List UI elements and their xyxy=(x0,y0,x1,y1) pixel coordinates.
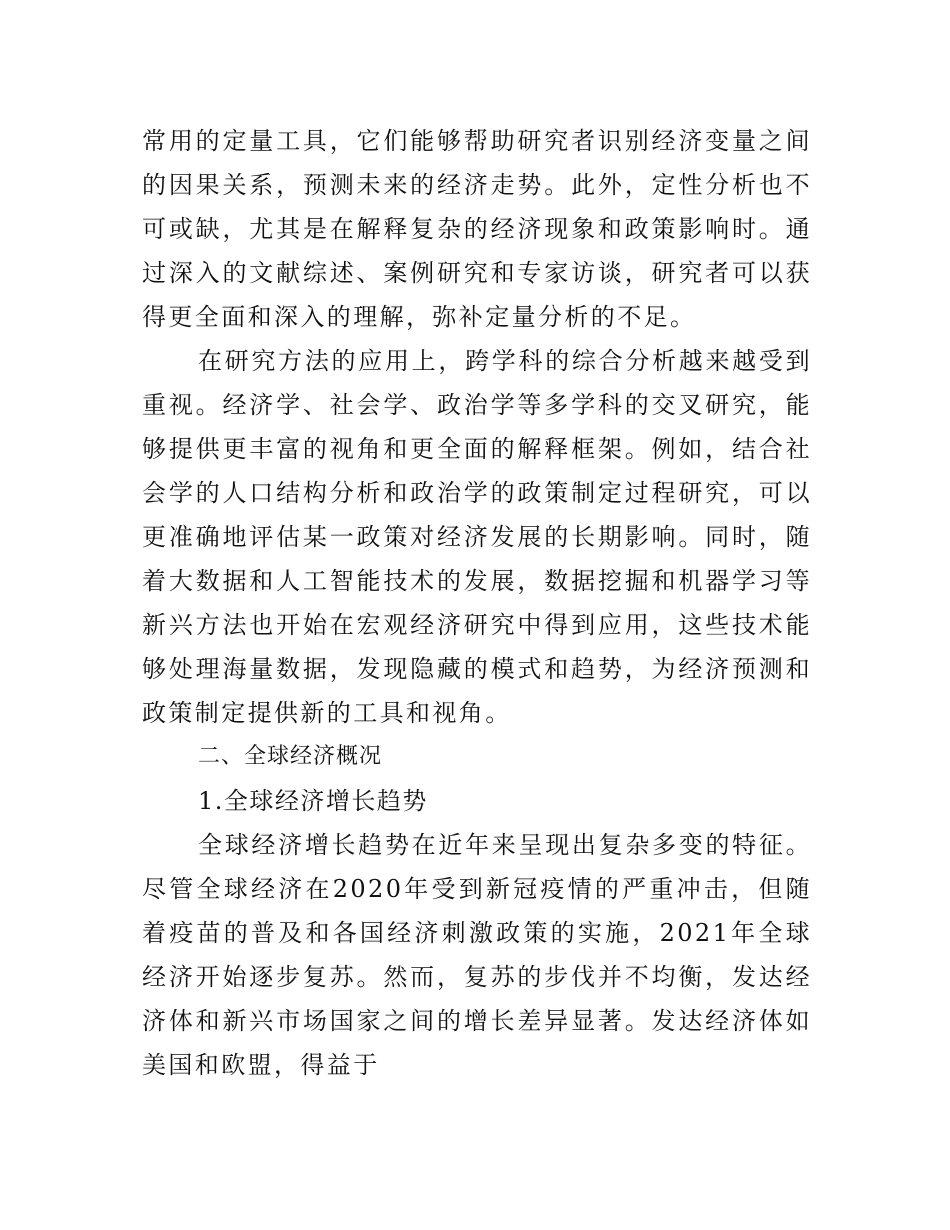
paragraph-growth-trend: 全球经济增长趋势在近年来呈现出复杂多变的特征。尽管全球经济在2020年受到新冠疫情的严重冲击，但随着疫苗的普及和各国经济刺激政策的实施，2021年全球经济开始逐步复苏。然而，复苏的步伐并不均衡，发达经济体和新兴市场国家之间的增长差异显著。发达经济体如美国和欧盟，得益于 xyxy=(142,831,812,1079)
paragraph-interdisciplinary-methods: 在研究方法的应用上，跨学科的综合分析越来越受到重视。经济学、社会学、政治学等多学科的交叉研究，能够提供更丰富的视角和更全面的解释框架。例如，结合社会学的人口结构分析和政治学的政策制定过程研究，可以更准确地评估某一政策对经济发展的长期影响。同时，随着大数据和人工智能技术的发展，数据挖掘和机器学习等新兴方法也开始在宏观经济研究中得到应用，这些技术能够处理海量数据，发现隐藏的模式和趋势，为经济预测和政策制定提供新的工具和视角。 xyxy=(142,347,812,727)
paragraph-quantitative-methods: 常用的定量工具，它们能够帮助研究者识别经济变量之间的因果关系，预测未来的经济走势。此外，定性分析也不可或缺，尤其是在解释复杂的经济现象和政策影响时。通过深入的文献综述、案例研究和专家访谈，研究者可以获得更全面和深入的理解，弥补定量分析的不足。 xyxy=(142,127,812,331)
document-body xyxy=(142,119,812,1087)
section-heading-global-economy: 二、全球经济概况 xyxy=(198,744,383,769)
subsection-heading-growth-trend: 1.全球经济增长趋势 xyxy=(198,787,428,815)
